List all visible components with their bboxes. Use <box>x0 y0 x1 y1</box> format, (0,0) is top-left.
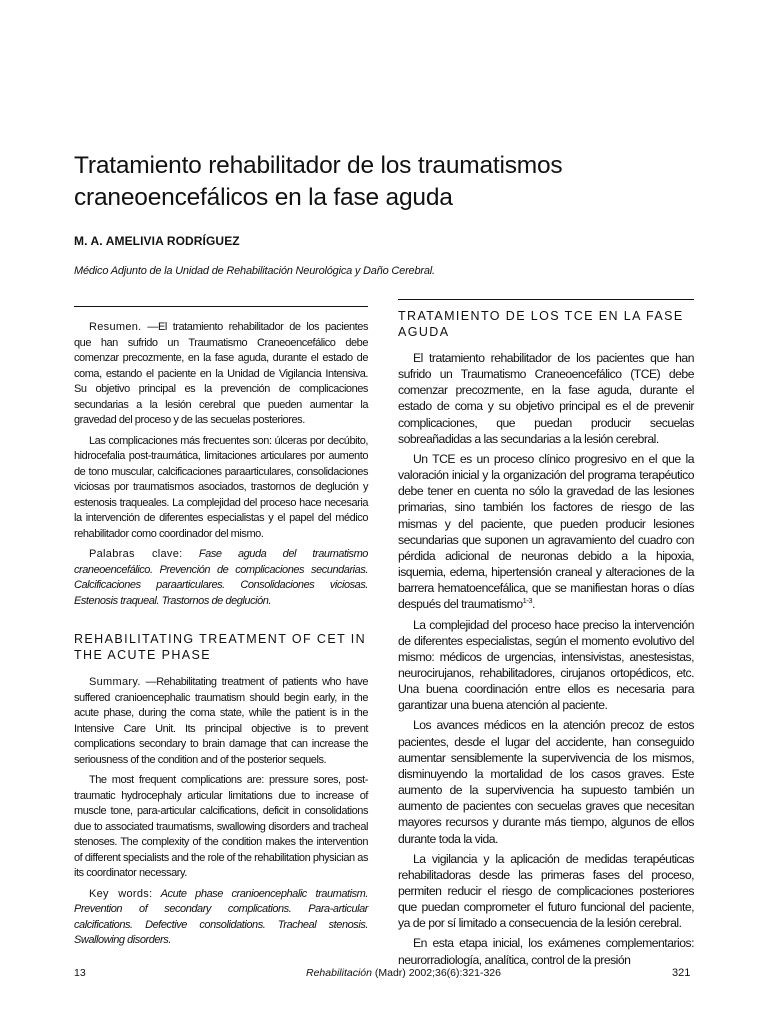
body-paragraph-6: En esta etapa inicial, los exámenes complementarios: neurorradiología, analítica, control de la presión <box>398 936 694 967</box>
abstract-en-paragraph <box>74 675 368 768</box>
body-paragraph-3: La complejidad del proceso hace preciso la intervención de diferentes especialistas, según el momento evolutivo del mismo: médicos de urgencias, intensivistas, anestesistas, neurocirujanos, rehabilitadores, cirujanos ortopédicos, etc. Una buena coordinación entre ellos es necesaria para garantizar una buena atención al paciente. <box>398 617 694 713</box>
right-column-rule <box>398 299 694 300</box>
footer-journal-name: Rehabilitación <box>306 967 372 979</box>
footer-citation <box>306 967 501 979</box>
footer-page-left: 13 <box>74 967 86 979</box>
abstract-es-paragraph <box>74 320 368 429</box>
abstract-en-keywords <box>74 887 368 949</box>
abstract-en-keywords-text: Acute phase cranioencephalic traumatism. Prevention of secondary complications. Para-articular calcifications. Defective consolidations. Tracheal stenosis. Swallowing disorders. <box>74 887 368 946</box>
article-title: Tratamiento rehabilitador de los traumatismos craneoencefálicos en la fase aguda <box>74 152 563 211</box>
body-paragraph-2-end: . <box>532 597 535 612</box>
body-paragraph-2 <box>398 451 694 613</box>
abstract-es-lead: Resumen. <box>89 321 142 333</box>
abstract-es-keywords-label: Palabras clave: <box>89 548 183 560</box>
abstract-es-paragraph-2: Las complicaciones más frecuentes son: úlceras por decúbito, hidrocefalia post-traumática, limitaciones articulares por aumento de tono muscular, calcificaciones paraarticulares, consolidaciones viciosas por traumatismos asociados, trastornos de deglución y estenosis traqueales. La complejidad del proceso hace necesaria la intervención de diferentes especialistas y el papel del médico rehabilitador como coordinador del mismo. <box>74 434 368 540</box>
body-paragraph-2-text: Un TCE es un proceso clínico progresivo en el que la valoración inicial y la organización del programa terapéutico debe tener en cuenta no sólo la gravedad de las lesiones primarias, sino también los factores de riesgo de las mismas y del paciente, que pueden producir lesiones secundarias que suponen un agravamiento del cuadro con pérdida adicional de neuronas debido a la hipoxia, isquemia, edema, hipertensión craneal y alteraciones de la barrera hematoencefálica, que se manifiestan horas o días después del traumatismo <box>398 451 694 612</box>
author-affiliation: Médico Adjunto de la Unidad de Rehabilitación Neurológica y Daño Cerebral. <box>74 265 435 277</box>
abstract-en-heading: REHABILITATING TREATMENT OF CET IN THE ACUTE PHASE <box>74 632 367 662</box>
abstract-en-text: —Rehabilitating treatment of patients who have suffered cranioencephalic traumatism should begin early, in the acute phase, during the coma state, while the patient is in the Intensive Care Unit. Its principal objective is to prevent complications secondary to brain damage that can increase the seriousness of the condition and of the posterior sequels. <box>74 676 368 766</box>
abstract-en-lead: Summary. <box>89 676 141 688</box>
body-paragraph-4: Los avances médicos en la atención precoz de estos pacientes, desde el lugar del accidente, han conseguido aumentar sensiblemente la supervivencia de los mismos, disminuyendo la mortalidad de los casos graves. Este aumento de la supervivencia ha supuesto también un aumento de pacientes con secuelas graves que necesitan mayores recursos y durante más tiempo, algunos de ellos durante toda la vida. <box>398 718 694 846</box>
section-heading: TRATAMIENTO DE LOS TCE EN LA FASE AGUDA <box>398 309 684 339</box>
footer-citation-text: (Madr) 2002;36(6):321-326 <box>371 967 501 979</box>
abstract-column <box>74 320 368 954</box>
body-column <box>398 308 694 972</box>
body-paragraph-5: La vigilancia y la aplicación de medidas terapéuticas rehabilitadoras desde las primeras fases del proceso, permiten reducir el riesgo de complicaciones posteriores que puedan comprometer el futuro funcional del paciente, ya de por sí limitado a consecuencia de la lesión cerebral. <box>398 851 694 931</box>
citation-ref: 1-3 <box>522 596 533 606</box>
footer-page-number: 321 <box>672 967 691 979</box>
abstract-es-keywords <box>74 547 368 609</box>
author-name: M. A. AMELIVIA RODRÍGUEZ <box>74 234 240 248</box>
abstract-es-keywords-text: Fase aguda del traumatismo craneoencefálico. Prevención de complicaciones secundarias. Calcificaciones paraarticulares. Consolidaciones viciosas. Estenosis traqueal. Trastornos de deglución. <box>74 548 368 607</box>
abstract-en-keywords-label: Key words: <box>89 887 153 900</box>
abstract-es-text: —El tratamiento rehabilitador de los pacientes que han sufrido un Traumatismo Craneoencefálico debe comenzar precozmente, en la fase aguda, durante el estado de coma, estando el paciente en la Unidad de Vigilancia Intensiva. Su objetivo principal es la prevención de complicaciones secundarias a la lesión cerebral que pueden aumentar la gravedad del proceso y de las secuelas posteriores. <box>74 321 368 426</box>
left-column-rule <box>74 306 368 307</box>
body-paragraph-1: El tratamiento rehabilitador de los pacientes que han sufrido un Traumatismo Craneoencefálico (TCE) debe comenzar precozmente, en la fase aguda, durante el estado de coma y su objetivo principal es el de prevenir complicaciones, que puedan producir secuelas sobreañadidas a las secundarias a la lesión cerebral. <box>398 351 694 446</box>
abstract-en-paragraph-2: The most frequent complications are: pressure sores, post-traumatic hydrocephaly articular limitations due to increase of muscle tone, para-articular calcifications, deficit in consolidations due to associated traumatisms, swallowing disorders and tracheal stenoses. The complexity of the condition makes the intervention of different specialists and the role of the rehabilitation physician as its coordinator necessary. <box>74 774 368 879</box>
